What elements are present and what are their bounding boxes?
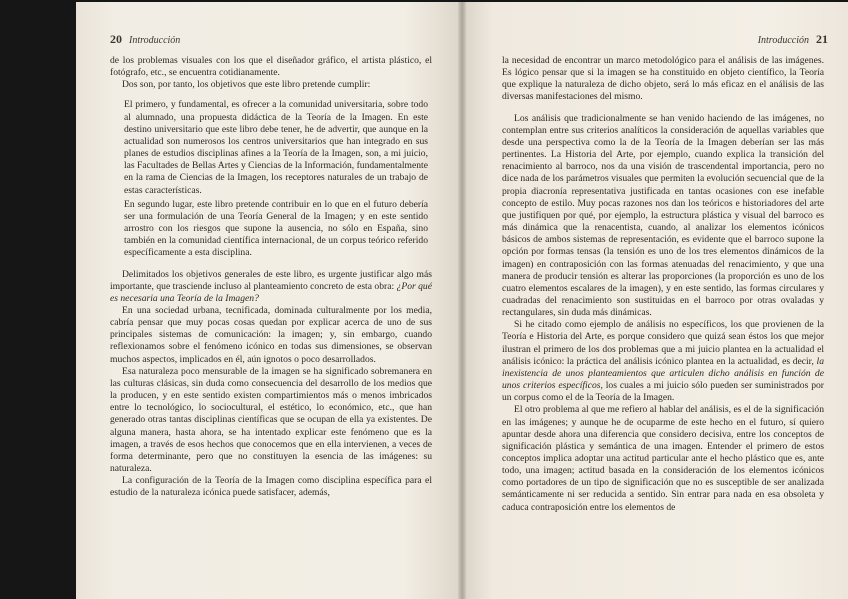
left-page — [76, 2, 462, 599]
left-running-head — [110, 32, 184, 47]
emphasis: ¿Por qué es necesaria una Teoría de la Imagen? — [110, 280, 432, 304]
paragraph: Esa naturaleza poco mensurable de la imagen se ha significado sobremanera en las culturas clásicas, sin duda como consecuencia del desarrollo de los medios que la producen, y en este sentido existen compartimientos más o menos imbricados entre lo tecnológico, lo sociocultural, el estético, lo económico, etc., que han generado otras tantas disciplinas científicas que se ocupan de ella ya existentes. De alguna manera, hasta ahora, se ha intentado explicar este fenómeno que es la imagen, a través de esos hechos que conocemos que en ella intervienen, a veces de forma determinante, pero que no constituyen la esencia de las imágenes: su naturaleza. — [110, 365, 432, 474]
paragraph: La configuración de la Teoría de la Imagen como disciplina específica para el estudio de la naturaleza icónica puede satisfacer, además, — [110, 475, 432, 499]
paragraph: la necesidad de encontrar un marco metodológico para el análisis de las imágenes. Es lógico pensar que si la imagen se ha constituido en objeto científico, la Teoría que explique la naturaleza de dicho objeto, será lo más eficaz en el análisis de las diversas manifestaciones del mismo. — [502, 55, 824, 103]
right-page — [462, 2, 848, 599]
paragraph: Los análisis que tradicionalmente se han venido haciendo de las imágenes, no contemplan entre sus criterios analíticos la consideración de aquellas variables que desde una perspectiva como la de la Teoría de la Imagen deberían ser las más pertinentes. La Historia del Arte, por ejemplo, cuando explica la transición del renacimiento al barroco, nos da una visión de trascendental importancia, pero no dice nada de los parámetros visuales que permiten la evolución secuencial que de la propia diacronía representativa justificada en tantas ocasiones con ese inefable concepto de estilo. Muy pocas razones nos dan los teóricos e historiadores del arte que justifiquen por qué, por ejemplo, la estructura plástica y visual del barroco es más dinámica que la renacentista, cuando, al analizar los elementos icónicos básicos de ambos sistemas de representación, es evidente que el barroco supone la opción por formas tensas (la tensión es uno de los tres elementos dinámicos de la imagen) en contraposición con las formas atenuadas del renacimiento, y que una manera de producir tensión es alterar las proporciones (la proporción es uno de los cuatro elementos escalares de la imagen), y en este sentido, las formas circulares y cuadradas del renacimiento son sustituidas en el barroco por otras ovaladas y rectangulares, sin duda más dinámicas. — [502, 112, 824, 319]
right-running-title: Introducción — [757, 35, 809, 46]
paragraph: Delimitados los objetivos generales de este libro, es urgente justificar algo más importante, que trasciende incluso al planteamiento concreto de esta obra: ¿Por qué es necesaria una Teoría de la Imagen? — [110, 268, 432, 304]
left-page-text — [110, 55, 432, 499]
paragraph: El otro problema al que me refiero al hablar del análisis, es el de la significación en las imágenes; y aunque he de ocuparme de este hecho en el futuro, sí quiero apuntar desde ahora una diferencia que considero decisiva, entre los conceptos de significación plástica y semántica de una imagen. Entender el primero de estos conceptos implica adoptar una actitud particular ante el hecho plástico que es, ante todo, una imagen; actitud basada en la consideración de los elementos icónicos como portadores de un tipo de significación que no es susceptible de ser analizada semánticamente ni ser reducida a sentido. Sin entrar para nada en esa obsoleta y caduca contraposición entre los elementos de — [502, 404, 824, 513]
objective-paragraph: El primero, y fundamental, es ofrecer a la comunidad universitaria, sobre todo al alumnado, una propuesta didáctica de la Teoría de la Imagen. En este destino universitario que este libro debe tener, he de advertir, que aunque en la actualidad son numerosos los centros universitarios que han integrado en sus planes de estudios disciplinas afines a la Teoría de la Imagen, son, a mi juicio, las Facultades de Bellas Artes y Ciencias de la Información, fundamentalmente en la rama de Ciencias de la Imagen, los receptores naturales de un trabajo de estas características. — [124, 99, 428, 196]
book-gutter — [458, 2, 466, 599]
objectives-block — [124, 99, 428, 259]
left-page-number: 20 — [110, 32, 122, 46]
objective-paragraph: En segundo lugar, este libro pretende contribuir en lo que en el futuro debería ser una formulación de una Teoría General de la Imagen; y en este sentido arrostro con los riesgos que supone la ausencia, no sólo en España, sino también en la comunidad científica internacional, de un corpus teórico referido específicamente a esta disciplina. — [124, 198, 428, 259]
emphasis: la inexistencia de unos planteamientos que articulen dicho análisis en función de unos criterios específicos, — [502, 355, 824, 392]
right-page-number: 21 — [816, 32, 828, 46]
paragraph: Dos son, por tanto, los objetivos que este libro pretende cumplir: — [122, 79, 371, 91]
paragraph: de los problemas visuales con los que el diseñador gráfico, el artista plástico, el fotógrafo, etc., se encuentra cotidianamente. — [110, 55, 432, 79]
paragraph: Si he citado como ejemplo de análisis no específicos, los que provienen de la Teoría e Historia del Arte, es porque considero que quizá sean éstos los que mejor ilustran el primero de los dos problemas que a mi juicio plantea en la actualidad el análisis icónico: la práctica del análisis icónico plantea en la actualidad, es decir, la inexistencia de unos planteamientos que articulen dicho análisis en función de unos criterios específicos, los cuales a mi juicio sólo pueden ser suministrados por un corpus como el de la Teoría de la Imagen. — [502, 319, 824, 404]
left-running-title: Introducción — [129, 35, 181, 46]
right-page-text — [502, 55, 824, 514]
paragraph: En una sociedad urbana, tecnificada, dominada culturalmente por los media, cabría pensar que muy pocas cosas quedan por explicar acerca de uno de sus principales sistemas de comunicación: la imagen; y, sin embargo, cuando reflexionamos sobre el fenómeno icónico en todas sus dimensiones, se observan muchos aspectos, implicados en él, aún ignotos o poco desarrollados. — [110, 304, 432, 365]
right-running-head — [754, 32, 828, 47]
